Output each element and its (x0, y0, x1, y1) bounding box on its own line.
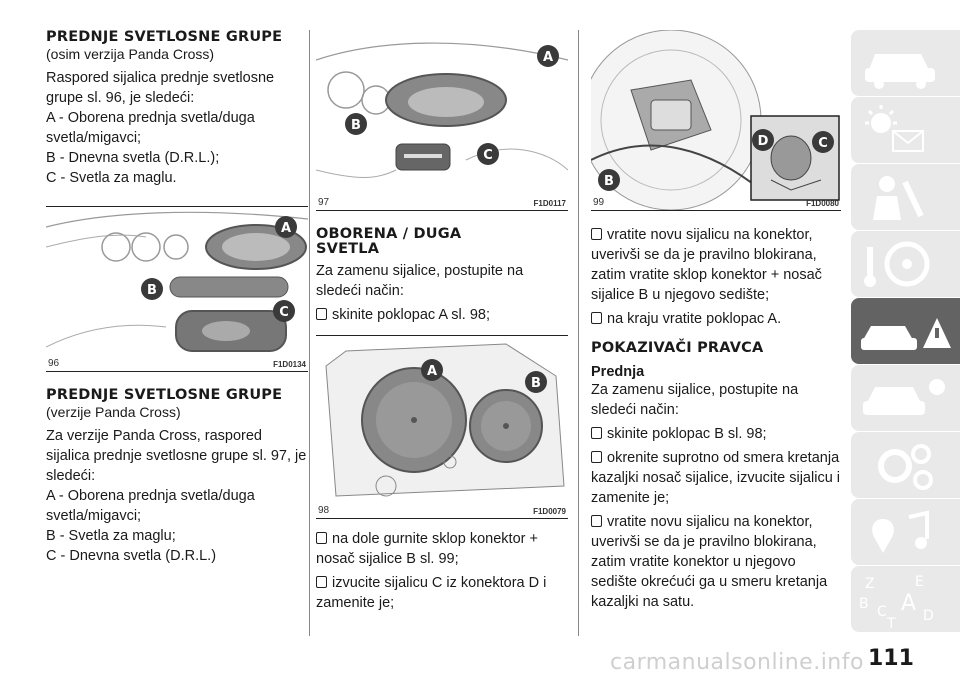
multimedia-icon (851, 499, 960, 565)
index-letter: B (859, 596, 869, 612)
column-3 (591, 30, 841, 616)
headlight-cross-illustration (316, 30, 568, 210)
figure-label-a: A (542, 50, 554, 65)
paragraph-line: C - Dnevna svetla (D.R.L.) (46, 548, 217, 564)
bullet-text: vratite novu sijalicu na konektor, uverivši se da je pravilno blokirana, zatim vratite sklop konektor + nosač sijalice B u njegovo sedište; (591, 227, 822, 303)
steering-wheel-key-icon (851, 231, 960, 297)
paragraph-line: A - Oborena prednja svetla/duga svetla/migavci; (46, 110, 255, 146)
figure-label-b: B (531, 376, 541, 391)
figure-96 (46, 206, 308, 372)
watermark: carmanualsonline.info (610, 650, 864, 675)
car-icon (851, 30, 960, 96)
checkbox-bullet-icon (591, 427, 602, 439)
section-heading-dipped-main-beam: OBORENA / DUGA SVETLA (316, 226, 462, 257)
figure-99 (591, 30, 841, 211)
figure-code: F1D0079 (533, 507, 566, 516)
figure-98 (316, 335, 568, 519)
checkbox-bullet-icon (316, 308, 327, 320)
bullet-item (316, 529, 568, 569)
tab-starting-driving[interactable] (851, 231, 960, 297)
column-divider (309, 30, 310, 636)
bullet-text: okrenite suprotno od smera kretanja kazaljki nosač sijalice, izvucite sijalicu i zamenite je; (591, 450, 841, 506)
column-1 (46, 30, 308, 570)
bulb-connector-illustration (591, 30, 841, 210)
car-maintenance-icon (851, 365, 960, 431)
headlamp-rear-illustration (316, 336, 568, 518)
bullet-item (591, 225, 841, 305)
figure-label-b: B (351, 118, 361, 133)
column-divider (578, 30, 579, 636)
bullet-text: na dole gurnite sklop konektor + nosač sijalice B sl. 99; (316, 531, 538, 567)
index-letter: E (915, 574, 924, 590)
bullet-item (591, 448, 841, 508)
page-number: 111 (868, 646, 914, 671)
warning-lights-icon (851, 97, 960, 163)
bullet-text: vratite novu sijalicu na konektor, uverivši se da je pravilno blokirana, zatim vratite konektor u njegovo sedište okrećući ga u smeru kretanja kazaljki na satu. (591, 514, 828, 610)
paragraph-line: B - Svetla za maglu; (46, 528, 176, 544)
bullet-item (591, 512, 841, 612)
headlight-illustration (46, 207, 308, 371)
bullet-item (591, 424, 841, 444)
figure-label-a: A (426, 364, 438, 379)
bullet-item (316, 573, 568, 613)
checkbox-bullet-icon (591, 312, 602, 324)
bullet-text: skinite poklopac A sl. 98; (332, 307, 490, 323)
section-subheading: (verzije Panda Cross) (46, 404, 181, 420)
tab-dashboard-warnings[interactable] (851, 97, 960, 163)
tab-emergency[interactable] (851, 298, 960, 364)
paragraph-line: Raspored sijalica prednje svetlosne grupe sl. 96, je sledeći: (46, 70, 275, 106)
index-letter: Z (865, 576, 875, 592)
airbag-person-icon (851, 164, 960, 230)
paragraph (46, 426, 308, 566)
checkbox-bullet-icon (591, 228, 602, 240)
index-letter: C (877, 604, 887, 620)
section-heading-front-light-groups-cross: PREDNJE SVETLOSNE GRUPE (46, 387, 283, 403)
section-heading-front-light-groups: PREDNJE SVETLOSNE GRUPE (46, 29, 283, 45)
paragraph-line: B - Dnevna svetla (D.R.L.); (46, 150, 220, 166)
paragraph-line: Za verzije Panda Cross, raspored sijalica prednje svetlosne grupe sl. 97, je sledeći: (46, 428, 307, 484)
tab-vehicle-overview[interactable] (851, 30, 960, 96)
figure-97 (316, 30, 568, 211)
figure-number: 98 (318, 505, 330, 516)
figure-label-b: B (604, 174, 614, 189)
figure-number: 96 (48, 358, 60, 369)
figure-label-b: B (147, 283, 157, 298)
gears-icon (851, 432, 960, 498)
figure-label-c: C (818, 136, 828, 151)
tab-index[interactable] (851, 566, 960, 632)
checkbox-bullet-icon (316, 532, 327, 544)
tab-maintenance[interactable] (851, 365, 960, 431)
bullet-text: izvucite sijalicu C iz konektora D i zamenite je; (316, 575, 547, 611)
figure-number: 97 (318, 197, 330, 208)
column-2 (316, 30, 568, 617)
figure-label-a: A (280, 221, 292, 236)
tab-technical-data[interactable] (851, 432, 960, 498)
figure-code: F1D0134 (273, 360, 306, 369)
tab-safety[interactable] (851, 164, 960, 230)
figure-label-d: D (757, 134, 769, 149)
index-letter: T (887, 616, 896, 632)
index-letter: D (923, 608, 934, 624)
checkbox-bullet-icon (591, 451, 602, 463)
bullet-text: na kraju vratite poklopac A. (607, 311, 782, 327)
figure-code: F1D0080 (806, 199, 839, 208)
figure-code: F1D0117 (533, 199, 566, 208)
subsection-heading: Prednja (591, 364, 645, 380)
figure-number: 99 (593, 197, 605, 208)
section-subheading: (osim verzija Panda Cross) (46, 46, 215, 62)
paragraph: Za zamenu sijalice, postupite na sledeći način: (316, 263, 524, 299)
paragraph: Za zamenu sijalice, postupite na sledeći način: (591, 382, 799, 418)
paragraph-line: A - Oborena prednja svetla/duga svetla/migavci; (46, 488, 255, 524)
alphabet-index-icon (851, 566, 960, 632)
figure-label-c: C (483, 148, 493, 163)
index-letter: A (901, 591, 917, 616)
paragraph-line: C - Svetla za maglu. (46, 170, 177, 186)
bullet-text: skinite poklopac B sl. 98; (607, 426, 767, 442)
figure-label-c: C (279, 305, 289, 320)
bullet-item (591, 309, 841, 329)
checkbox-bullet-icon (316, 576, 327, 588)
breakdown-warning-icon (851, 298, 960, 364)
section-heading-turn-indicators: POKAZIVAČI PRAVCA (591, 340, 764, 356)
chapter-sidebar (851, 30, 960, 630)
paragraph (46, 68, 308, 188)
bullet-item (316, 305, 568, 325)
checkbox-bullet-icon (591, 515, 602, 527)
tab-multimedia[interactable] (851, 499, 960, 565)
